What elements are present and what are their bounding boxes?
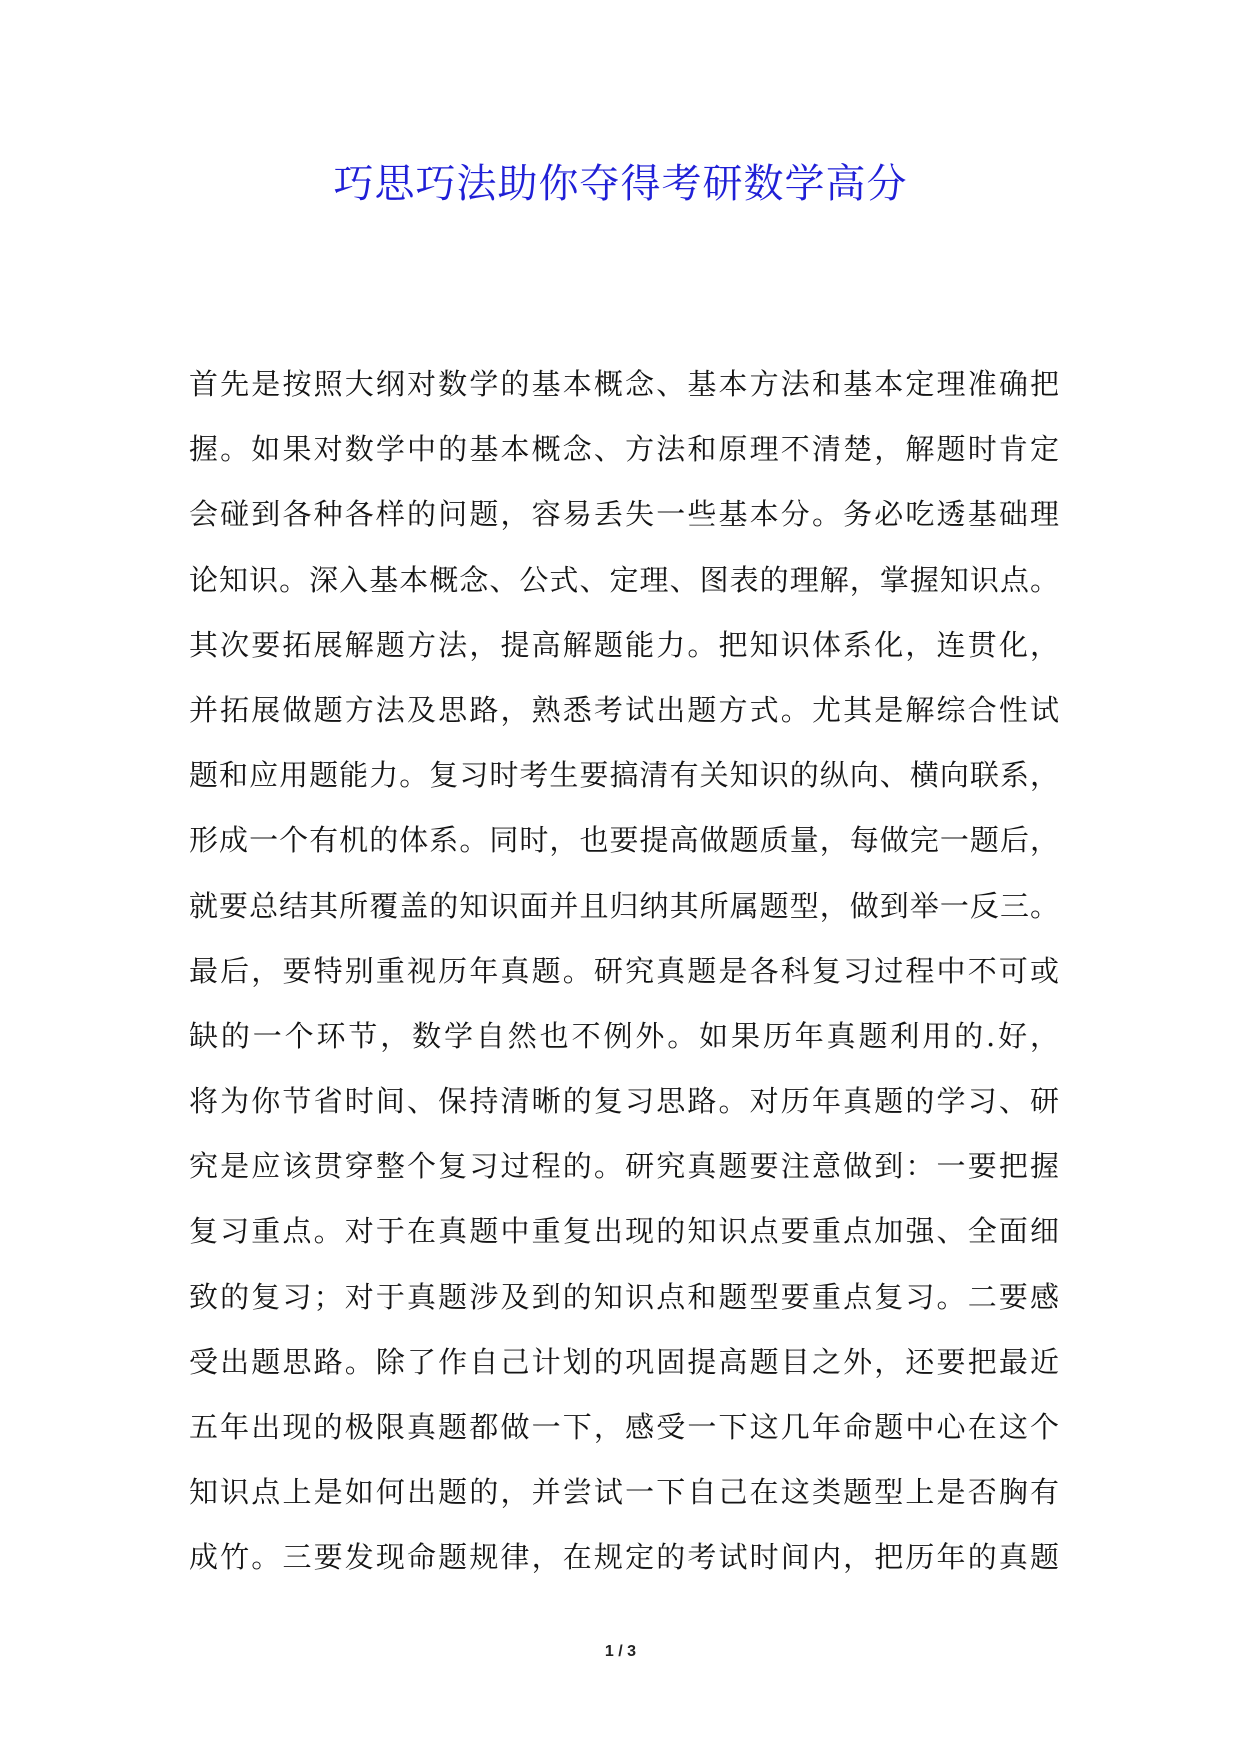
body-line: 缺的一个环节，数学自然也不例外。如果历年真题利用的.好，	[189, 1018, 1059, 1053]
document-title: 巧思巧法助你夺得考研数学高分	[333, 161, 908, 207]
body-text	[189, 352, 1059, 1591]
body-line: 首先是按照大纲对数学的基本概念、基本方法和基本定理准确把	[189, 367, 1059, 401]
body-line: 复习重点。对于在真题中重复出现的知识点要重点加强、全面细	[189, 1214, 1059, 1249]
body-line: 其次要拓展解题方法，提高解题能力。把知识体系化，连贯化，	[189, 627, 1059, 662]
body-line: 形成一个有机的体系。同时，也要提高做题质量，每做完一题后，	[189, 823, 1059, 858]
body-line: 就要总结其所覆盖的知识面并且归纳其所属题型，做到举一反三。	[189, 888, 1059, 923]
body-line: 致的复习；对于真题涉及到的知识点和题型要重点复习。二要感	[189, 1279, 1059, 1314]
body-line: 成竹。三要发现命题规律，在规定的考试时间内，把历年的真题	[189, 1540, 1059, 1575]
body-line: 论知识。深入基本概念、公式、定理、图表的理解，掌握知识点。	[189, 562, 1059, 597]
body-line: 知识点上是如何出题的，并尝试一下自己在这类题型上是否胸有	[189, 1475, 1059, 1510]
body-line: 会碰到各种各样的问题，容易丢失一些基本分。务必吃透基础理	[189, 497, 1059, 532]
body-line: 受出题思路。除了作自己计划的巩固提高题目之外，还要把最近	[189, 1344, 1059, 1379]
body-line: 最后，要特别重视历年真题。研究真题是各科复习过程中不可或	[189, 953, 1059, 988]
body-line: 握。如果对数学中的基本概念、方法和原理不清楚，解题时肯定	[189, 432, 1059, 467]
body-line: 并拓展做题方法及思路，熟悉考试出题方式。尤其是解综合性试	[189, 692, 1059, 727]
body-line: 究是应该贯穿整个复习过程的。研究真题要注意做到：一要把握	[189, 1149, 1059, 1184]
body-line: 将为你节省时间、保持清晰的复习思路。对历年真题的学习、研	[189, 1084, 1059, 1119]
page-number: 1 / 3	[604, 1643, 637, 1660]
body-line: 五年出现的极限真题都做一下，感受一下这几年命题中心在这个	[189, 1410, 1059, 1444]
body-line: 题和应用题能力。复习时考生要搞清有关知识的纵向、横向联系，	[189, 758, 1059, 793]
